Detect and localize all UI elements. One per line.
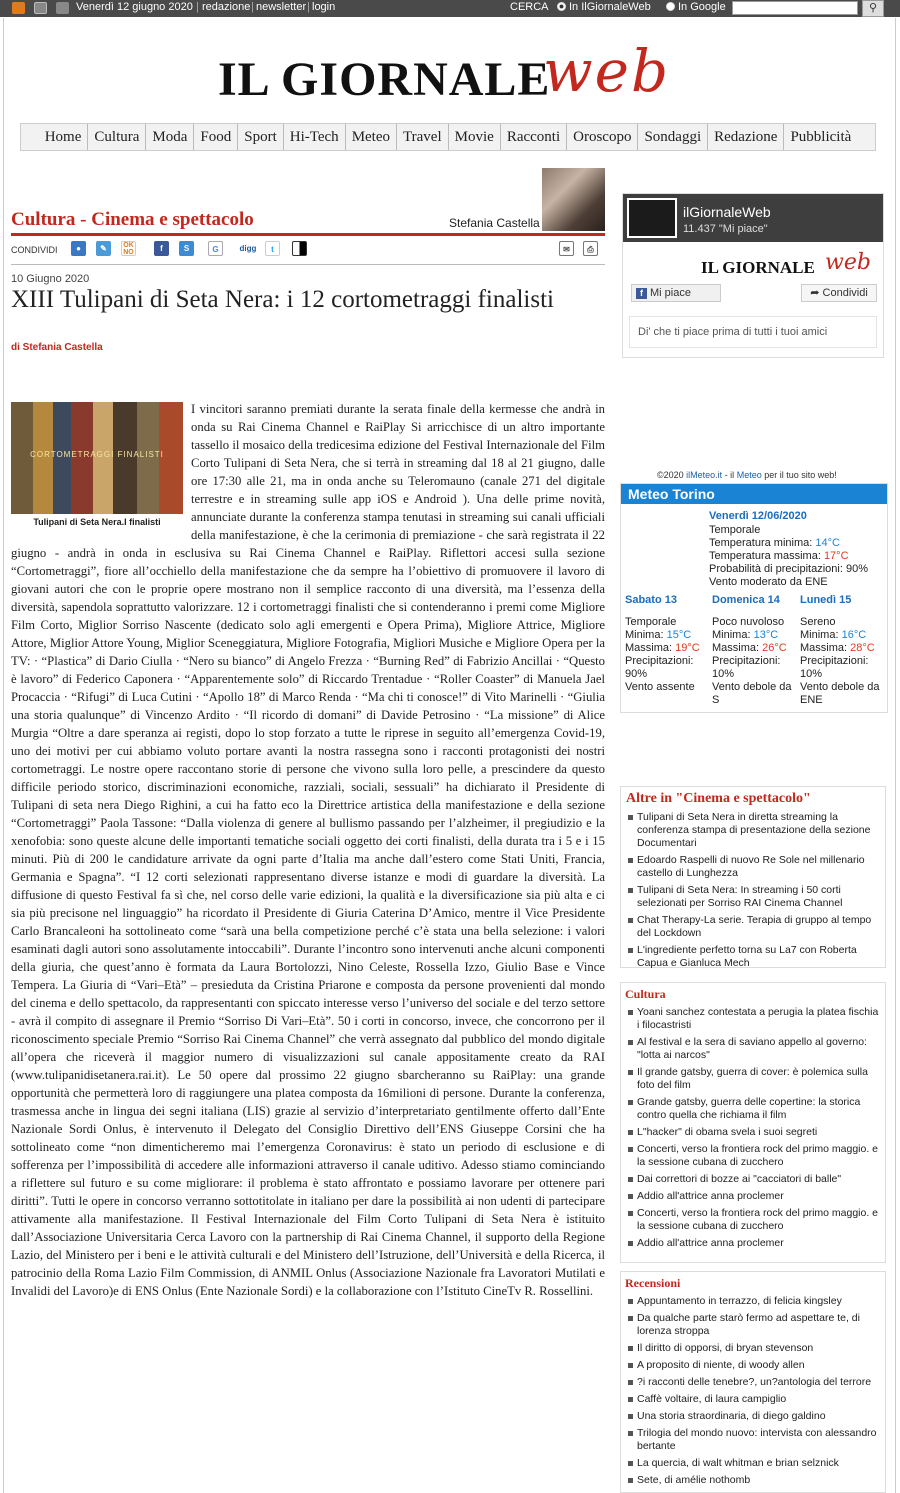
list-item[interactable]: Addio all'attrice anna proclemer — [627, 1190, 879, 1203]
meteo-day-precip: 10% — [800, 668, 823, 680]
nav-item-sondaggi[interactable]: Sondaggi — [638, 124, 708, 150]
meteo-day-min — [712, 629, 778, 642]
home-icon[interactable] — [56, 2, 69, 14]
list-item[interactable]: Caffè voltaire, di laura campiglio — [627, 1393, 879, 1406]
meteo-day-desc: Sereno — [800, 616, 836, 628]
facebook-cover-logo-web: web — [825, 250, 871, 275]
list-item[interactable]: ?i racconti delle tenebre?, un?antologia del terrore — [627, 1376, 879, 1389]
top-separator: | — [251, 1, 254, 13]
author-name[interactable]: Stefania Castella — [449, 216, 540, 230]
facebook-icon: f — [636, 288, 647, 299]
list-item[interactable]: Edoardo Raspelli di nuovo Re Sole nel millenario castello di Lunghezza — [627, 854, 879, 880]
list-item[interactable]: L"hacker" di obama svela i suoi segreti — [627, 1126, 879, 1139]
article-title: XIII Tulipani di Seta Nera: i 12 cortometraggi finalisti — [11, 286, 554, 313]
meteo-day-precip-label: Precipitazioni: — [625, 655, 694, 667]
email-icon[interactable]: ✉ — [559, 241, 574, 256]
cultura-box — [620, 982, 886, 1263]
list-item[interactable]: Al festival e la sera di saviano appello al governo: "lotta ai narcos" — [627, 1036, 879, 1062]
cultura-title[interactable]: Cultura — [625, 987, 666, 1001]
list-item[interactable]: Tulipani di Seta Nera in diretta streaming la conferenza stampa di presentazione della sezione Documentari — [627, 811, 879, 850]
meteo-day-max — [712, 642, 787, 655]
article-image-figure — [11, 402, 183, 528]
mail-icon[interactable] — [34, 2, 47, 14]
meteo-credit-mid: - il — [722, 470, 735, 480]
top-link-login[interactable]: login — [312, 1, 336, 13]
meteo-day-title: Sabato 13 — [625, 594, 677, 606]
nav-item-movie[interactable]: Movie — [449, 124, 501, 150]
meteo-today-min-value: 14°C — [815, 537, 840, 549]
list-item[interactable]: Una storia straordinaria, di diego galdino — [627, 1410, 879, 1423]
meteo-day-title: Lunedì 15 — [800, 594, 852, 606]
meteo-today-max-value: 17°C — [823, 550, 849, 562]
facebook-widget — [622, 193, 884, 358]
share-oknotizie-icon[interactable]: OK NO — [121, 241, 136, 256]
radio-google-label: In Google — [678, 1, 726, 13]
related-articles-list — [621, 807, 885, 970]
meteo-day-max — [800, 642, 875, 655]
meteo-credit — [657, 470, 837, 480]
meteo-today-precip: Probabilità di precipitazioni: 90% — [709, 563, 868, 575]
meteo-today-max-label: Temperatura massima: — [709, 550, 821, 562]
list-item[interactable]: La quercia, di walt whitman e brian selznick — [627, 1457, 879, 1470]
facebook-like-button[interactable] — [631, 284, 721, 302]
page-avatar[interactable] — [627, 198, 677, 238]
nav-item-food[interactable]: Food — [194, 124, 238, 150]
list-item[interactable]: L'ingrediente perfetto torna su La7 con Roberta Capua e Gianluca Mech — [627, 944, 879, 970]
facebook-like-count: 11.437 "Mi piace" — [683, 223, 768, 235]
list-item[interactable]: Dai correttori di bozze ai "cacciatori di balle" — [627, 1173, 879, 1186]
meteo-day-precip: 90% — [625, 668, 648, 680]
meteo-max-label: Massima: — [712, 642, 760, 654]
meteo-today-wind: Vento moderato da ENE — [709, 576, 828, 588]
radio-site[interactable] — [557, 1, 651, 13]
list-item[interactable]: Concerti, verso la frontiera rock del primo maggio. e la sessione cubana di zucchero — [627, 1143, 879, 1169]
related-articles-title: Altre in "Cinema e spettacolo" — [626, 791, 811, 806]
top-date: Venerdì 12 giugno 2020 — [76, 1, 193, 13]
meteo-today-min-label: Temperatura minima: — [709, 537, 813, 549]
meteo-today-date: Venerdì 12/06/2020 — [709, 510, 807, 522]
list-item[interactable]: Sete, di amélie nothomb — [627, 1474, 879, 1487]
facebook-like-label: Mi piace — [650, 287, 691, 299]
nav-item-home[interactable]: Home — [39, 124, 89, 150]
facebook-icon[interactable]: f — [154, 241, 169, 256]
article-date: 10 Giugno 2020 — [11, 273, 90, 285]
nav-item-hi-tech[interactable]: Hi-Tech — [284, 124, 346, 150]
article-byline[interactable]: di Stefania Castella — [11, 342, 103, 353]
radio-selected-icon[interactable] — [557, 2, 566, 11]
site-logo-web[interactable]: web — [543, 37, 671, 105]
section-divider — [11, 233, 605, 236]
meteo-day-max-value: 28°C — [850, 642, 875, 654]
meteo-day-max-value: 19°C — [675, 642, 700, 654]
related-articles-box — [620, 786, 886, 968]
list-item[interactable]: Addio all'attrice anna proclemer — [627, 1237, 879, 1250]
meteo-day-max — [625, 642, 700, 655]
search-label: CERCA — [510, 1, 549, 13]
facebook-cover-logo: IL GIORNALE — [701, 258, 815, 277]
meteo-today-min — [709, 537, 840, 550]
divider — [11, 264, 605, 265]
digg-icon[interactable]: digg — [237, 241, 259, 256]
top-separator: | — [196, 1, 199, 13]
twitter-icon[interactable]: t — [265, 241, 280, 256]
meteo-day-min — [800, 629, 866, 642]
meteo-credit-prefix: ©2020 — [657, 470, 684, 480]
section-title[interactable]: Cultura - Cinema e spettacolo — [11, 209, 254, 230]
meteo-day-min-value: 13°C — [753, 629, 779, 641]
print-icon[interactable]: ⎙ — [583, 241, 598, 256]
list-item[interactable]: Concerti, verso la frontiera rock del primo maggio. e la sessione cubana di zucchero — [627, 1207, 879, 1233]
meteo-max-label: Massima: — [800, 642, 848, 654]
top-separator: | — [307, 1, 310, 13]
rss-icon[interactable] — [12, 2, 25, 14]
radio-google[interactable] — [666, 1, 726, 13]
meteo-min-label: Minima: — [712, 629, 751, 641]
facebook-share-label: Condividi — [822, 287, 868, 299]
search-icon: ⚲ — [868, 2, 878, 14]
main-nav — [20, 123, 876, 151]
meteo-credit-site[interactable]: ilMeteo.it — [686, 470, 723, 480]
google-icon[interactable]: G — [208, 241, 223, 256]
meteo-day-wind: Vento debole da ENE — [800, 681, 880, 706]
meteo-day-wind: Vento debole da S — [712, 681, 792, 706]
meteo-max-label: Massima: — [625, 642, 673, 654]
nav-item-sport[interactable]: Sport — [238, 124, 284, 150]
meteo-day-precip-label: Precipitazioni: — [712, 655, 781, 667]
meteo-day-wind: Vento assente — [625, 681, 695, 693]
meteo-day-desc: Temporale — [625, 616, 677, 628]
site-logo[interactable]: IL GIORNALE — [218, 53, 551, 106]
nav-item-travel[interactable]: Travel — [397, 124, 449, 150]
list-item[interactable]: Da qualche parte starò fermo ad aspettare te, di lorenza stroppa — [627, 1312, 879, 1338]
meteo-credit-link[interactable]: Meteo — [736, 470, 762, 480]
article-image-banner: CORTOMETRAGGI FINALISTI — [30, 450, 164, 459]
meteo-min-label: Minima: — [625, 629, 664, 641]
top-bar — [0, 0, 900, 17]
meteo-day-min-value: 16°C — [841, 629, 867, 641]
article-image[interactable] — [11, 402, 183, 514]
share-label: CONDIVIDI — [11, 245, 58, 255]
meteo-today-desc: Temporale — [709, 524, 761, 536]
recensioni-box — [620, 1271, 886, 1493]
facebook-page-name[interactable]: ilGiornaleWeb — [683, 204, 771, 220]
meteo-day-desc: Poco nuvoloso — [712, 616, 785, 628]
nav-item-moda[interactable]: Moda — [146, 124, 194, 150]
facebook-share-button[interactable] — [801, 284, 877, 302]
search-button[interactable] — [862, 0, 884, 17]
share-arrow-icon: ➦ — [810, 287, 823, 299]
meteo-day-title: Domenica 14 — [712, 594, 780, 606]
list-item[interactable]: Chat Therapy-La serie. Terapia di gruppo al tempo del Lockdown — [627, 914, 879, 940]
facebook-note: Di' che ti piace prima di tutti i tuoi amici — [629, 316, 877, 348]
nav-item-cultura[interactable]: Cultura — [88, 124, 146, 150]
search-input[interactable] — [732, 1, 858, 15]
list-item[interactable]: Trilogia del mondo nuovo: intervista con alessandro bertante — [627, 1427, 879, 1453]
list-item[interactable]: Appuntamento in terrazzo, di felicia kingsley — [627, 1295, 879, 1308]
recensioni-title[interactable]: Recensioni — [625, 1276, 681, 1290]
list-item[interactable]: Grande gatsby, guerra delle copertine: la storica contro quella che richiama il film — [627, 1096, 879, 1122]
share-bookmark-icon[interactable]: ✎ — [96, 241, 111, 256]
meteo-today-max — [709, 550, 849, 563]
list-item[interactable]: Il diritto di opporsi, di bryan stevenson — [627, 1342, 879, 1355]
nav-item-oroscopo[interactable]: Oroscopo — [567, 124, 638, 150]
meteo-title[interactable]: Meteo Torino — [621, 484, 887, 504]
meteo-day-max-value: 26°C — [762, 642, 787, 654]
article-image-caption: Tulipani di Seta Nera.I finalisti — [33, 517, 161, 527]
share-bar — [11, 241, 605, 261]
storm-cloud-icon — [625, 510, 705, 590]
share-social-icon[interactable]: S — [179, 241, 194, 256]
nav-item-meteo[interactable]: Meteo — [346, 124, 397, 150]
meteo-credit-suffix: per il tuo sito web! — [764, 470, 837, 480]
top-link-redazione[interactable]: redazione — [202, 1, 251, 13]
meteo-day-min-value: 15°C — [666, 629, 692, 641]
meteo-min-label: Minima: — [800, 629, 839, 641]
radio-unselected-icon[interactable] — [666, 2, 675, 11]
nav-item-redazione[interactable]: Redazione — [708, 124, 784, 150]
nav-item-pubblicita[interactable]: Pubblicità — [790, 129, 852, 145]
recensioni-list — [621, 1291, 885, 1487]
list-item[interactable]: A proposito di niente, di woody allen — [627, 1359, 879, 1372]
list-item[interactable]: Il grande gatsby, guerra di cover: è polemica sulla foto del film — [627, 1066, 879, 1092]
author-photo — [542, 168, 605, 231]
article-body — [11, 400, 605, 1300]
list-item[interactable]: Yoani sanchez contestata a perugia la platea fischia i filocastristi — [627, 1006, 879, 1032]
cultura-list — [621, 1002, 885, 1250]
meteo-day-precip: 10% — [712, 668, 735, 680]
top-link-newsletter[interactable]: newsletter — [256, 1, 307, 13]
radio-site-label: In IlGiornaleWeb — [569, 1, 651, 13]
meteo-day-precip-label: Precipitazioni: — [800, 655, 869, 667]
list-item[interactable]: Tulipani di Seta Nera: In streaming i 50 corti selezionati per Sorriso RAI Cinema Channel — [627, 884, 879, 910]
meteo-widget — [620, 483, 888, 713]
nav-item-racconti[interactable]: Racconti — [501, 124, 567, 150]
meteo-day-min — [625, 629, 691, 642]
article-text: I vincitori saranno premiati durante la serata finale della kermesse che andrà in onda su Rai Cinema Channel e RaiPlay Si arricchisce di un altro importante tassello il mosaico della tredicesima edizione del Festival Internazionale del Film Corto Tulipani di Seta Nera, che si terrà in streaming dal 18 al 21 giugno, dalle ore 17:30 alle 21, ma in onda anche su Teleromauno (canale 271 del digitale terrestre e in streaming sulle app iOS e Android ). Una delle prime novità, annunciate durante la conferenza stampa tenutasi in streaming sui canali ufficiali della manifestazione, è che la cerimonia di premiazione - che sarà registrata il 22 giugno - andrà in onda in esclusiva su Rai Cinema Channel e RaiPlay. Riflettori accesi sulla sezione “Cortometraggi”, fiore all’occhiello della manifestazione che da sempre ha l’obiettivo di promuovere il lavoro di giovani autori che con le proprie opere mostrano non il semplice racconto di una diversità, ma l’essenza della diversità, sapendola soprattutto valorizzare. 12 i cortometraggi finalisti che si contenderanno i premi come Migliore Film Corto, Miglior Sorriso Nascente (dedicato solo agli emergenti e Opera Prima), Migliore Attrice, Migliore Attore, Miglior Attore Young, Miglior Sceneggiatura, Migliore Fotografia, Migliori Musiche e Migliore Opera per la TV: · “Plastica” di Dario Ciulla · “Nero su bianco” di Angelo Frezza · “Burning Red” di Fabrizio Ancillai · “Questo è lavoro” di Federico Caponera · “Apparentemente solo” di Riccardo Trentadue · “Roller Coaster” di Manuela Jael Procaccia · “Rifugi” di Luca Cutini · “Apollo 18” di Marco Renda · “Ma chi ti conosce!” di Vito Marinelli · “Giulia una storia qualunque” di Vincenzo Ardito · “Il ricordo di domani” di Davide Petrosino · “La missione” di Alice Murgia “Oltre a dare speranza ai registi, dopo lo stop forzato a tutte le riprese in seguito all’emergenza Covid-19, uno dei motivi per cui abbiamo voluto portare avanti la nostra rassegna sono i racconti protagonisti dei nostri cortometraggi. Le nostre opere raccontano storie di persone che vivono sulla loro pelle, a prescindere da questo difficile periodo storico, discriminazioni economiche, razziali, sociali, sessuali” ha dichiarato il Presidente di Tulipani di seta nera Diego Righini, a cui ha fatto eco la Direttrice artistica della manifestazione e della sezione “Cortometraggi” Paola Tassone: “Dalla violenza di genere al bullismo passando per l’alzheimer, il pregiudizio e la xenofobia: sono queste alcune delle importanti tematiche sociali oggetto dei corti finalisti, della durata tra i 5 e i 15 minuti. Più di 200 le candidature arrivate da ogni parte d’Italia ma anche dall’estero come Stati Uniti, Francia, Germania e Spagna”. “I 12 corti selezionati rappresentano diverse istanze e modi di guardare la diversità. La diffusione di questo Festival fa sì che, nel corso delle varie edizioni, la qualità e la diversificazione sia più alta e ci sia più precisone nel linguaggio” ha ricordato il Presidente di Giuria Caterina D’Amico, mentre il Vice Presidente Carlo Brancaleoni ha sottolineato come “sarà una bella competizione perché c’è stata una bella selezione: i valori esaminati dagli autori sono assolutamente intoccabili”. Durante l’incontro sono intervenuti anche alcuni componenti della giuria, che quest’anno è formata da Laura Bortolozzi, Nino Celeste, Rossella Izzo, Giulio Base e Vince Tempera. La Giuria di “Vari–Età” – presieduta da Cristina Priarone e composta da persone provenienti dal mondo del cinema e dello spettacolo, da rappresentanti con spiccato interesse verso l’universo del sociale e del terzo settore - avrà il compito di assegnare il Premio “Sorriso Di Vari–Età”. 50 i corti in concorso, invece, che concorrono per il riconoscimento speciale Premio “Sorriso Rai Cinema Channel” che verrà assegnato dal pubblico del mondo digitale all’opera che riceverà il maggior numero di visualizzazioni sul canale appositamente creato da RAI (www.tulipanidisetanera.rai.it). Le 50 opere dal prossimo 22 giugno sbarcheranno su RaiPlay: una grande opportunità che permetterà loro di raggiungere una platea composta da 16milioni di persone. Durante la conferenza, trasmessa anche in lingua dei segni italiana (LIS) grazie al servizio d’interpretariato gentilmente offerto dall’Ente Nazionale Sordi Onlus, è intervenuto il Delegato del Consiglio Direttivo dell’ENS Giuseppe Corsini che ha sottolineato come “non dimenticheremo mai l’emergenza Coronavirus: è stato un periodo di esclusione e di sofferenza per l’impossibilità di accedere alle informazioni attraverso il canale uditivo. Adesso stiamo cominciando a riflettere sul futuro e su come migliorare: il problema è stato affrontato e possiamo lavorare per ottenere pari diritti”. Tutti le opere in concorso verranno sottotitolate in italiano per dare la possibilità ai non udenti di partecipare attivamente alla manifestazione. Il Festival Internazionale del Film Corto Tulipani di Seta Nera è istituito dall’Associazione Universitaria Cerca Lavoro con la partnership di Rai Cinema Channel, il supporto della Regione Lazio, del Ministero per i beni e le attività culturali e del Ministero dell’Istruzione, dell’Università e della Ricerca, il patrocinio della Roma Lazio Film Commission, di ANMIL Onlus (Associazione Nazionale fra Lavoratori Mutilati e Invalidi del Lavoro)e di ENS Onlus (Ente Nazionale Sordi) e la collaborazione con l’Istituto CineTv R. Rossellini. — [11, 402, 605, 1298]
delicious-icon[interactable] — [292, 241, 307, 256]
facebook-widget-header — [623, 194, 883, 242]
share-generic-icon[interactable]: ● — [71, 241, 86, 256]
